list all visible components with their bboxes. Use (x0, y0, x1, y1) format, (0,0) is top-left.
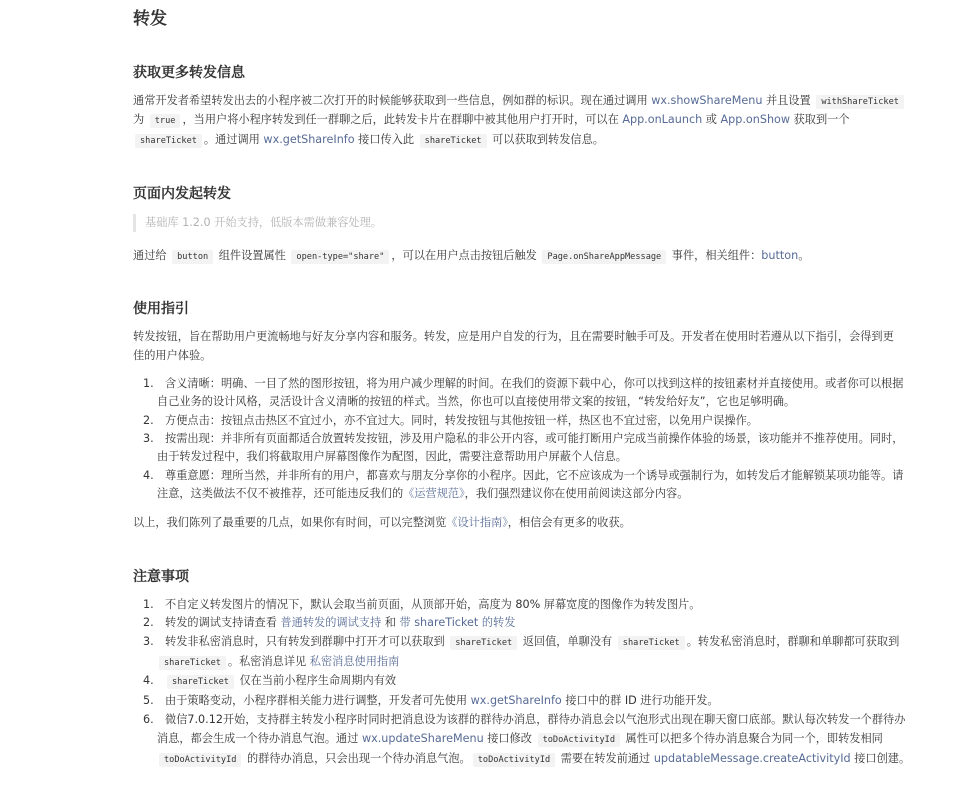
section-heading-guide: 使用指引 (133, 301, 189, 317)
link-getShareInfo-2[interactable]: wx.getShareInfo (470, 694, 562, 707)
paragraph-line: 转发按钮，旨在帮助用户更流畅地与好友分享内容和服务。转发，应是用户自发的行为，且在需要时触手可及。开发者在使用时若遵从以下指引，会得到更 (133, 330, 894, 343)
link-button[interactable]: button (761, 249, 799, 262)
list-item (143, 596, 700, 614)
list-item (143, 633, 899, 652)
list-item-continued (157, 730, 883, 749)
text: 消息，都会生成一个待办消息气泡。通过 (157, 732, 362, 745)
inline-code: withShareTicket (816, 95, 904, 109)
text: 通常开发者希望转发出去的小程序被二次打开的时候能够获取到一些信息，例如群的标识。现在通过调用 (133, 94, 652, 107)
text: 。私密消息详见 (227, 655, 310, 668)
text: 获取到一个 (790, 113, 850, 126)
text: 接口创建。 (850, 752, 911, 765)
list-item-continued (157, 653, 399, 672)
link-app-onshow[interactable]: App.onShow (720, 113, 791, 126)
list-number: 1. (143, 377, 154, 390)
text: 。转发私密消息时，群聊和单聊都可获取到 (686, 635, 900, 648)
section-heading-in-page-share: 页面内发起转发 (133, 186, 231, 202)
text: 转发的调试支持请查看 (165, 616, 281, 629)
text: 通过给 (133, 249, 171, 262)
text: 由于策略变动，小程序群相关能力进行调整，开发者可先使用 (165, 694, 471, 707)
text: 接口中的群 ID 进行功能开发。 (561, 694, 719, 707)
inline-code: shareTicket (450, 636, 517, 650)
link-createActivityId[interactable]: updatableMessage.createActivityId (653, 752, 851, 765)
list-number: 4. (143, 469, 154, 482)
text: 按需出现：并非所有页面都适合放置转发按钮，涉及用户隐私的非公开内容，或可能打断用户完成当前操作体验的场景，该功能并不推荐使用。同时， (165, 432, 904, 445)
text: 微信7.0.12开始，支持群主转发小程序时同时把消息设为该群的群待办消息，群待办消息会以气泡形式出现在聊天窗口底部。默认每次转发一个群待办 (165, 713, 906, 726)
list-number: 3. (143, 635, 154, 648)
list-item (143, 692, 719, 710)
text: 。通过调用 (203, 133, 264, 146)
inline-code: open-type="share" (291, 250, 389, 264)
link-design-guide[interactable]: 《设计指南》 (446, 516, 508, 529)
text: 。 (798, 249, 810, 262)
inline-code: toDoActivityId (538, 733, 620, 747)
text: 仅在当前小程序生命周期内有效 (235, 674, 397, 687)
inline-code: Page.onShareAppMessage (542, 250, 666, 264)
paragraph-line: 佳的用户体验。 (133, 349, 212, 362)
list-number: 1. (143, 598, 154, 611)
link-debug-shareticket[interactable]: 带 shareTicket 的转发 (399, 616, 516, 629)
text: 事件，相关组件： (668, 249, 762, 262)
link-getShareInfo[interactable]: wx.getShareInfo (263, 133, 355, 146)
text: ，相信会有更多的收获。 (507, 516, 631, 529)
list-number: 2. (143, 414, 154, 427)
list-item (143, 672, 396, 691)
text: ，当用户将小程序转发到任一群聊之后，此转发卡片在群聊中被其他用户打开时，可以在 (182, 113, 623, 126)
list-number: 6. (143, 713, 154, 726)
text: ，我们强烈建议你在使用前阅读这部分内容。 (464, 487, 689, 500)
section-heading-more-info: 获取更多转发信息 (133, 65, 245, 81)
text: 尊重意愿：理所当然，并非所有的用户，都喜欢与朋友分享你的小程序。因此，它不应该成为一个诱导或强制行为，如转发后才能解锁某项功能等。请 (165, 469, 904, 482)
list-number: 3. (143, 432, 154, 445)
text: 含义清晰：明确、一目了然的图形按钮，将为用户减少理解的时间。在我们的资源下载中心，你可以找到这样的按钮素材并直接使用。或者你可以根据 (165, 377, 904, 390)
text: 注意，这类做法不仅不被推荐，还可能违反我们的 (157, 487, 404, 500)
text: 和 (381, 616, 400, 629)
text: 属性可以把多个待办消息聚合为同一个，即转发相同 (622, 732, 883, 745)
text: 返回值，单聊没有 (519, 635, 616, 648)
text: 接口修改 (483, 732, 536, 745)
list-number: 2. (143, 616, 154, 629)
inline-code: shareTicket (135, 134, 202, 148)
text: 为 (133, 113, 148, 126)
version-note (133, 214, 382, 232)
inline-code: toDoActivityId (159, 753, 241, 767)
inline-code: button (172, 250, 213, 264)
text: 。 (370, 216, 382, 229)
inline-code: shareTicket (159, 656, 226, 670)
list-number: 4. (143, 674, 154, 687)
link-private-message-guide[interactable]: 私密消息使用指南 (309, 655, 400, 668)
text: 不自定义转发图片的情况下，默认会取当前页面，从顶部开始，高度为 80% 屏幕宽度的图像作为转发图片。 (165, 598, 701, 611)
paragraph-line (133, 92, 906, 111)
text: 以上，我们陈列了最重要的几点，如果你有时间，可以完整浏览 (133, 516, 447, 529)
text: 接口传入此 (354, 133, 418, 146)
inline-code: toDoActivityId (473, 753, 555, 767)
list-item (143, 711, 905, 729)
link-compat[interactable]: 兼容处理 (326, 216, 371, 229)
list-item (143, 467, 903, 485)
list-item (143, 375, 903, 393)
list-item (143, 430, 903, 448)
section-heading-notes: 注意事项 (133, 569, 189, 585)
text: 转发非私密消息时，只有转发到群聊中打开才可以获取到 (165, 635, 449, 648)
text: 的群待办消息，只会出现一个待办消息气泡。 (243, 752, 471, 765)
text: 方便点击：按钮点击热区不宜过小，亦不宜过大。同时，转发按钮与其他按钮一样，热区也不宜过密，以免用户误操作。 (165, 414, 758, 427)
list-item (143, 614, 515, 632)
inline-code: true (150, 114, 181, 128)
link-updateShareMenu[interactable]: wx.updateShareMenu (361, 732, 484, 745)
paragraph-line (133, 131, 604, 150)
list-item-continued (157, 485, 688, 503)
text: 可以获取到转发信息。 (488, 133, 604, 146)
paragraph-line (133, 514, 631, 532)
link-debug-normal[interactable]: 普通转发的调试支持 (280, 616, 382, 629)
inline-code: shareTicket (618, 636, 685, 650)
page-title: 转发 (133, 9, 167, 29)
link-showShareMenu[interactable]: wx.showShareMenu (651, 94, 763, 107)
link-ops-spec[interactable]: 《运营规范》 (403, 487, 465, 500)
text: 或 (702, 113, 721, 126)
text: 组件设置属性 (215, 249, 290, 262)
list-item-continued (157, 750, 910, 769)
text: ，可以在用户点击按钮后触发 (391, 249, 541, 262)
paragraph-line (133, 111, 850, 130)
text: 需要在转发前通过 (557, 752, 654, 765)
list-item (143, 412, 758, 430)
text: 并且设置 (762, 94, 815, 107)
list-item-continued: 由于转发过程中，我们将截取用户屏幕图像作为配图，因此，需要注意帮助用户屏蔽个人信息。 (157, 450, 627, 463)
list-number: 5. (143, 694, 154, 707)
inline-code: shareTicket (167, 675, 234, 689)
link-app-onlaunch[interactable]: App.onLaunch (622, 113, 703, 126)
text: 基础库 1.2.0 开始支持，低版本需做 (145, 216, 327, 229)
list-item-continued: 自己业务的设计风格，灵活设计含义清晰的按钮的样式。当然，你也可以直接使用带文案的按钮，“转发给好友”，它也足够明确。 (157, 395, 796, 408)
inline-code: shareTicket (420, 134, 487, 148)
paragraph-line (133, 247, 809, 266)
